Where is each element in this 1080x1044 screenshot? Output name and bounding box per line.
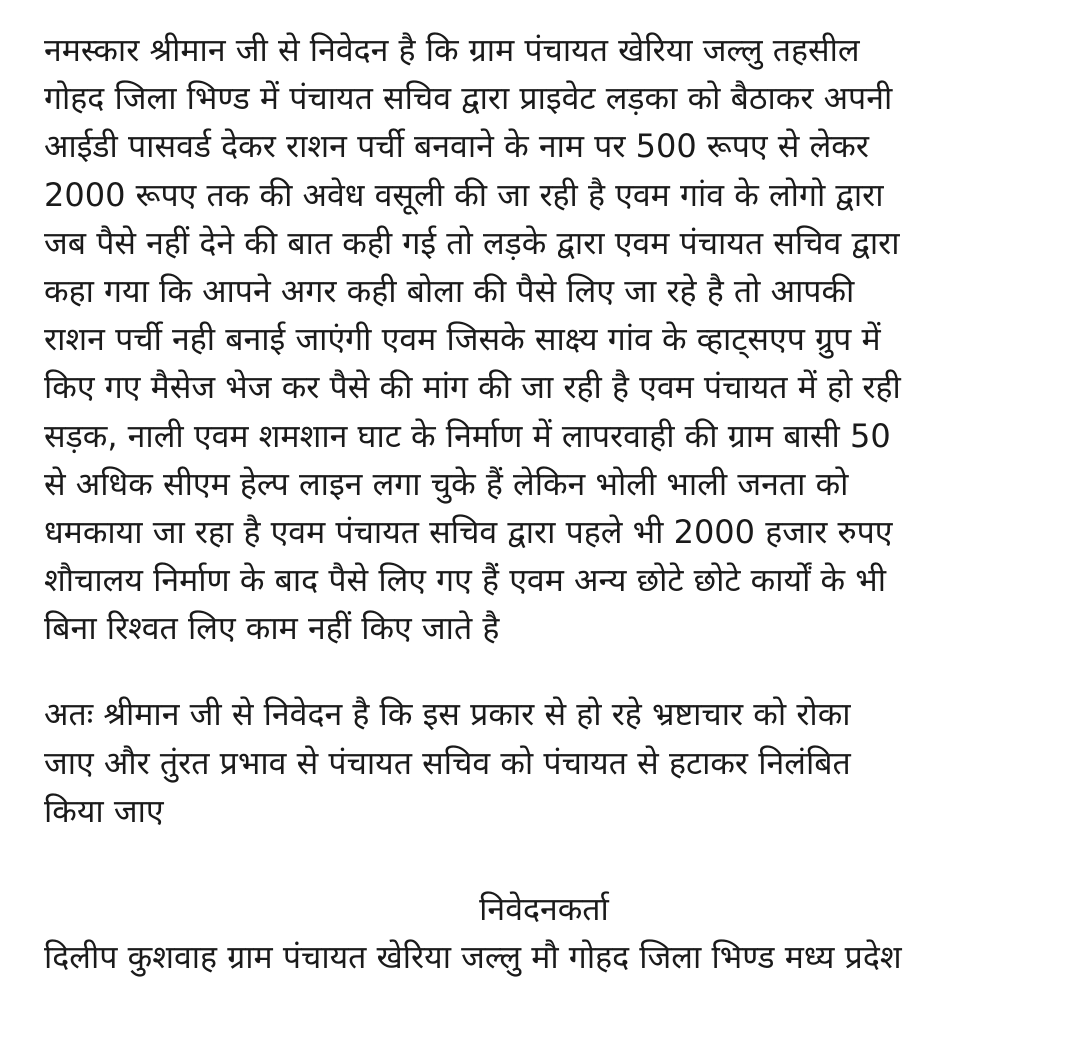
body-line: धमकाया जा रहा है एवम पंचायत सचिव द्वारा पहले भी 2000 हजार रुपए: [44, 512, 893, 551]
body-line: किए गए मैसेज भेज कर पैसे की मांग की जा रही है एवम पंचायत में हो रही: [44, 368, 901, 407]
body-line: गोहद जिला भिण्ड में पंचायत सचिव द्वारा प्राइवेट लड़का को बैठाकर अपनी: [44, 79, 893, 118]
body-line: कहा गया कि आपने अगर कही बोला की पैसे लिए जा रहे है तो आपकी: [44, 271, 855, 310]
request-paragraph: [44, 690, 1044, 835]
signature-block: [44, 885, 1044, 981]
body-line: बिना रिश्वत लिए काम नहीं किए जाते है: [44, 609, 500, 648]
body-line: नमस्कार श्रीमान जी से निवेदन है कि ग्राम पंचायत खेरिया जल्लु तहसील: [44, 31, 860, 69]
body-line: से अधिक सीएम हेल्प लाइन लगा चुके हैं लेकिन भोली भाली जनता को: [44, 464, 849, 503]
signature-spacer: [44, 835, 1044, 885]
body-line: आईडी पासवर्ड देकर राशन पर्ची बनवाने के नाम पर 500 रूपए से लेकर: [44, 127, 869, 166]
paragraph-spacer: [44, 652, 1044, 690]
request-line: जाए और तुंरत प्रभाव से पंचायत सचिव को पंचायत से हटाकर निलंबित: [44, 743, 851, 782]
signature-label: निवेदनकर्ता: [479, 890, 609, 928]
request-line: किया जाए: [44, 791, 164, 830]
body-line: राशन पर्ची नही बनाई जाएंगी एवम जिसके साक्ष्य गांव के व्हाट्सएप ग्रुप में: [44, 320, 881, 359]
body-line: 2000 रूपए तक की अवेध वसूली की जा रही है एवम गांव के लोगो द्वारा: [44, 175, 884, 214]
body-line: जब पैसे नहीं देने की बात कही गई तो लड़के द्वारा एवम पंचायत सचिव द्वारा: [44, 223, 900, 262]
body-paragraph: [44, 26, 1044, 652]
body-line: शौचालय निर्माण के बाद पैसे लिए गए हैं एवम अन्य छोटे छोटे कार्यों के भी: [44, 561, 887, 600]
body-line: सड़क, नाली एवम शमशान घाट के निर्माण में लापरवाही की ग्राम बासी 50: [44, 416, 891, 455]
request-line: अतः श्रीमान जी से निवेदन है कि इस प्रकार से हो रहे भ्रष्टाचार को रोका: [44, 695, 851, 734]
signature-name-line: दिलीप कुशवाह ग्राम पंचायत खेरिया जल्लु मौ गोहद जिला भिण्ड मध्य प्रदेश: [44, 938, 902, 977]
complaint-letter: [44, 26, 1044, 981]
